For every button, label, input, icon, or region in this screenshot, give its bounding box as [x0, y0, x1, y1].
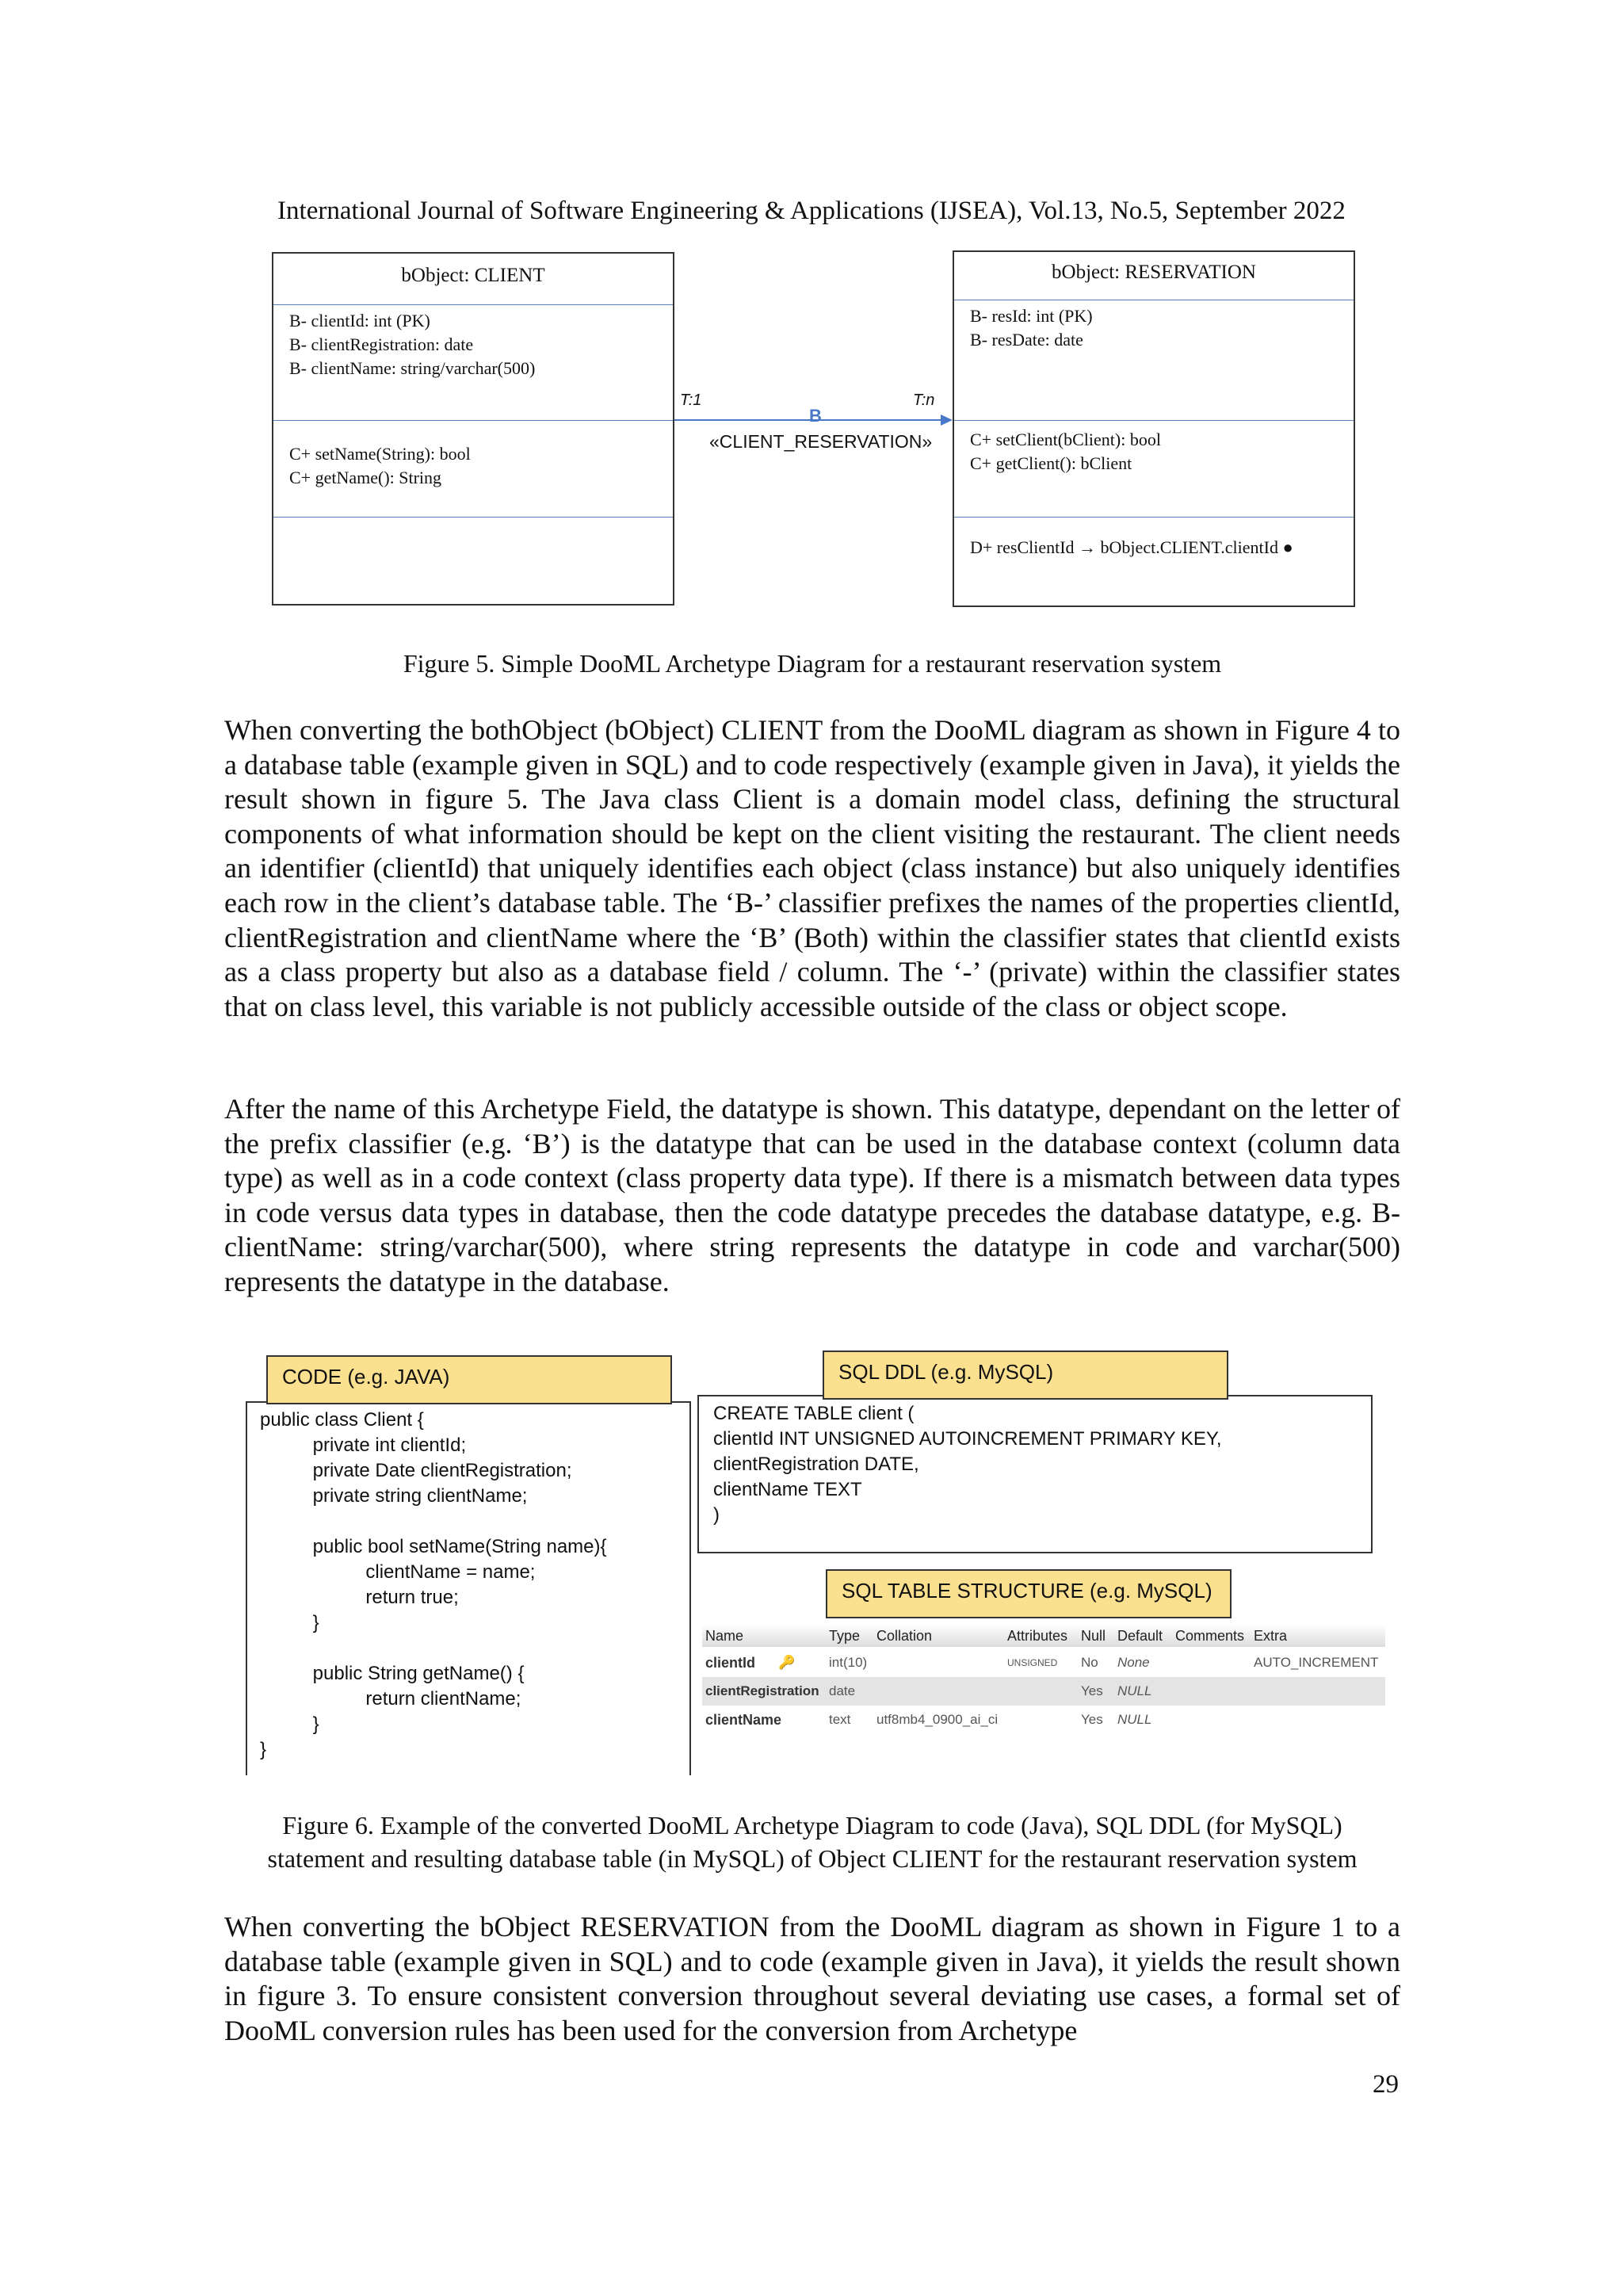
paragraph-3-text: When converting the bObject RESERVATION from the DooML diagram as shown in Figure 1 to a database table (example given in SQL) and to code (example given in Java), it yields the result shown in figure 3. To ensure consistent conversion throughout several deviating use cases, a formal set of DooML conversion rules has been used for the conversion from Archetype — [224, 1911, 1400, 2046]
divider — [273, 304, 673, 305]
col-collation-header: Collation — [876, 1628, 933, 1644]
row-null: No — [1081, 1655, 1098, 1670]
paragraph-1 — [224, 713, 1400, 1024]
primary-key-icon: 🔑 — [778, 1655, 796, 1670]
reservation-methods: C+ setClient(bClient): bool C+ getClient(): bClient — [970, 430, 1161, 473]
row-collation: utf8mb4_0900_ai_ci — [876, 1712, 999, 1727]
association-left-multiplicity: T:1 — [680, 392, 702, 409]
table-header-row — [702, 1625, 1385, 1647]
row-default: NULL — [1117, 1712, 1152, 1727]
figure-6-caption — [190, 1809, 1434, 1875]
page-number: 29 — [1373, 2070, 1399, 2099]
paragraph-2-text: After the name of this Archetype Field, the datatype is shown. This datatype, dependant on the letter of the prefix classifier (e.g. ‘B’) is the datatype that can be used in the database context (column data type) as well as in a code context (class property data type). If there is a mismatch between data types in code versus data types in database, then the code datatype precedes the database datatype, e.g. B- clientName: string/varchar(500), where string represents the datatype in code and varchar(500) represents the datatype in the database. — [224, 1093, 1400, 1297]
paragraph-1-text: When converting the bothObject (bObject) CLIENT from the DooML diagram as shown in Figure 4 to a database table (example given in SQL) and to code respectively (example given in Java), it yields the result shown in figure 5. The Java class Client is a domain model class, defining the structural components of what information should be kept on the client visiting the restaurant. The client needs an identifier (clientId) that uniquely identifies each object (class instance) but also uniquely identifies each row in the client’s database table. The ‘B-’ classifier prefixes the names of the properties clientId, clientRegistration and clientName where the ‘B’ (Both) within the classifier states that clientId exists as a class property but also as a database field / column. The ‘-’ (private) within the classifier states that on class level, this variable is not publicly accessible outside of the class or object scope. — [224, 714, 1400, 1022]
reservation-db-field: D+ resClientId → bObject.CLIENT.clientId ● — [970, 537, 1293, 557]
col-type-header: Type — [829, 1628, 861, 1644]
figure-6-caption-line-1: Figure 6. Example of the converted DooML Archetype Diagram to code (Java), SQL DDL (for MySQL) — [282, 1811, 1342, 1839]
row-default: None — [1117, 1655, 1150, 1670]
figure-6 — [238, 1339, 1395, 1783]
association-name: «CLIENT_RESERVATION» — [709, 431, 933, 452]
java-code: public class Client { private int clientId; private Date clientRegistration; private string clientName; public bool setName(String name){ clientName = name; return true; } public String getName() { return clientName; } } — [260, 1409, 607, 1760]
row-type: date — [829, 1683, 856, 1698]
divider — [273, 517, 673, 518]
col-comments-header: Comments — [1175, 1628, 1245, 1644]
table-structure-label: SQL TABLE STRUCTURE (e.g. MySQL) — [826, 1569, 1232, 1618]
divider — [954, 420, 1354, 421]
row-null: Yes — [1081, 1712, 1103, 1727]
sql-ddl: CREATE TABLE client ( clientId INT UNSIGNED AUTOINCREMENT PRIMARY KEY, clientRegistration DATE, clientName TEXT ) — [713, 1403, 1222, 1526]
col-null-header: Null — [1081, 1628, 1106, 1644]
divider — [954, 517, 1354, 518]
reservation-class-box — [953, 250, 1355, 607]
client-class-box — [272, 252, 674, 606]
col-extra-header: Extra — [1254, 1628, 1288, 1644]
row-extra: AUTO_INCREMENT — [1254, 1655, 1379, 1670]
row-name: clientName — [705, 1712, 782, 1728]
ddl-label: SQL DDL (e.g. MySQL) — [823, 1350, 1228, 1400]
table-structure — [702, 1625, 1385, 1752]
row-type: text — [829, 1712, 851, 1727]
client-fields: B- clientId: int (PK) B- clientRegistration: date B- clientName: string/varchar(500) — [289, 311, 536, 378]
row-type: int(10) — [829, 1655, 868, 1670]
figure-5 — [269, 250, 1355, 609]
col-attributes-header: Attributes — [1007, 1628, 1068, 1644]
client-class-title: bObject: CLIENT — [401, 265, 545, 286]
col-name-header: Name — [705, 1628, 744, 1644]
table-row — [702, 1677, 1385, 1706]
paragraph-2 — [224, 1092, 1400, 1300]
reservation-class-title: bObject: RESERVATION — [1052, 262, 1256, 283]
row-name: clientRegistration — [705, 1683, 819, 1698]
row-name: clientId — [705, 1655, 756, 1671]
table-row — [702, 1648, 1385, 1677]
table-row — [702, 1706, 1385, 1734]
divider — [273, 420, 673, 421]
row-default: NULL — [1117, 1683, 1152, 1698]
figure-5-caption: Figure 5. Simple DooML Archetype Diagram for a restaurant reservation system — [403, 649, 1222, 678]
code-label: CODE (e.g. JAVA) — [266, 1355, 672, 1404]
figure-6-caption-line-2: statement and resulting database table (in MySQL) of Object CLIENT for the restaurant reservation system — [267, 1844, 1358, 1873]
association-marker: B — [809, 406, 822, 426]
paragraph-3 — [224, 1910, 1400, 2048]
journal-header: International Journal of Software Engineering & Applications (IJSEA), Vol.13, No.5, September 2022 — [277, 197, 1346, 225]
client-methods: C+ setName(String): bool C+ getName(): String — [289, 444, 471, 487]
col-default-header: Default — [1117, 1628, 1163, 1644]
reservation-fields: B- resId: int (PK) B- resDate: date — [970, 306, 1093, 350]
association-right-multiplicity: T:n — [913, 392, 935, 409]
row-null: Yes — [1081, 1683, 1103, 1698]
row-attributes: UNSIGNED — [1007, 1657, 1058, 1668]
